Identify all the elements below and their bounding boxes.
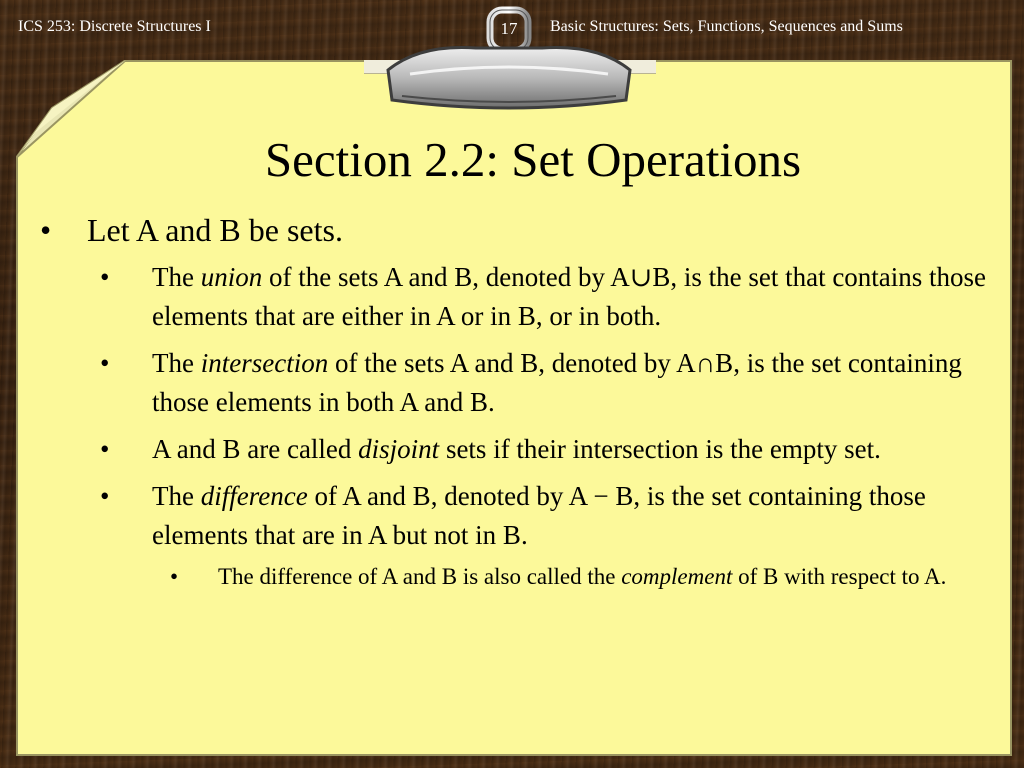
- sub-bullet-pre: The: [152, 348, 201, 378]
- bullet-icon: •: [100, 262, 110, 292]
- term-intersection: intersection: [200, 348, 329, 378]
- sub-sub-bullet-post: of B with respect to A.: [732, 564, 947, 589]
- bullet-text: Let A and B be sets.: [87, 212, 343, 248]
- sub-bullet-post: of the sets A and B, denoted by A∩B, is the set containing those elements in both A and B.: [152, 348, 962, 417]
- term-complement: complement: [621, 564, 733, 589]
- bullet-icon: •: [100, 348, 110, 378]
- course-title: ICS 253: Discrete Structures I: [18, 18, 211, 35]
- slide-content: [30, 130, 1000, 593]
- bullet-icon: •: [170, 564, 179, 589]
- sub-bullet-post: of A and B, denoted by A − B, is the set containing those elements that are in A but not in B.: [152, 481, 926, 550]
- sub-sub-bullet-pre: The difference of A and B is also called the: [218, 564, 622, 589]
- sub-bullet-item-difference: [30, 477, 1000, 555]
- bullet-item: [30, 210, 1000, 250]
- term-disjoint: disjoint: [358, 434, 440, 464]
- term-difference: difference: [200, 481, 308, 511]
- sub-bullet-post: of the sets A and B, denoted by A∪B, is the set that contains those elements that are either in A or in B, or in both.: [152, 262, 987, 331]
- slide-title: Section 2.2: Set Operations: [264, 132, 802, 187]
- chapter-title: Basic Structures: Sets, Functions, Sequences and Sums: [550, 18, 903, 35]
- bullet-icon: •: [100, 434, 110, 464]
- bullet-icon: •: [40, 212, 52, 248]
- page-number: 17: [500, 19, 518, 38]
- term-union: union: [200, 262, 263, 292]
- bullet-icon: •: [100, 481, 110, 511]
- sub-sub-bullet-item-complement: [30, 561, 1000, 593]
- sub-bullet-pre: The: [152, 262, 201, 292]
- sub-bullet-post: sets if their intersection is the empty set.: [439, 434, 881, 464]
- sub-bullet-item-union: [30, 258, 1000, 336]
- sub-bullet-item-intersection: [30, 344, 1000, 422]
- sub-bullet-pre: A and B are called: [152, 434, 359, 464]
- sub-bullet-pre: The: [152, 481, 201, 511]
- sub-bullet-item-disjoint: [30, 430, 1000, 469]
